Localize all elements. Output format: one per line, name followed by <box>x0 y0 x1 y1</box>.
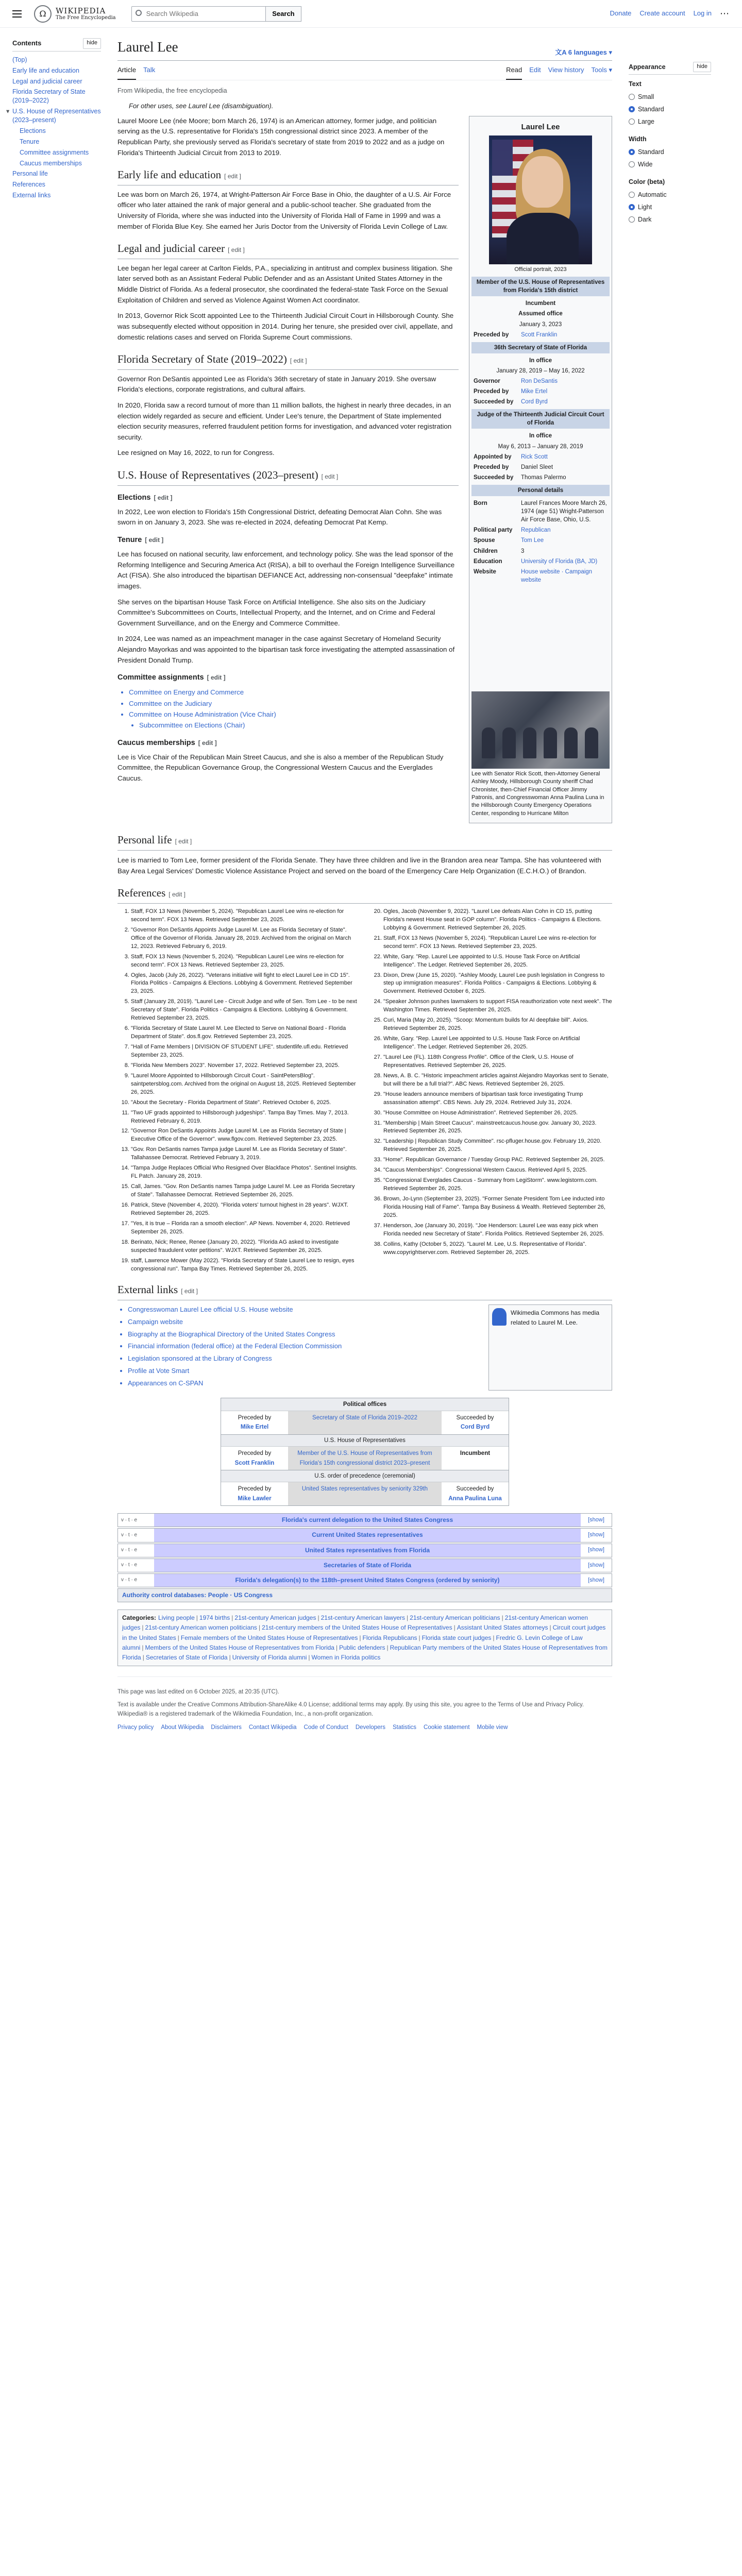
edit-link[interactable]: [ edit ] <box>224 173 241 180</box>
predecessor-link[interactable]: Scott Franklin <box>234 1460 275 1466</box>
official-portrait[interactable] <box>489 135 592 264</box>
committee-item[interactable]: • Committee on the Judiciary <box>129 698 459 709</box>
tab-edit[interactable]: Edit <box>529 66 541 74</box>
text-size-label: Text <box>629 80 642 88</box>
search-input[interactable] <box>131 6 266 22</box>
external-links-list <box>117 1304 342 1391</box>
references-list <box>117 908 612 1274</box>
category-link[interactable]: 21st-century American lawyers <box>321 1614 406 1622</box>
category-link[interactable]: Women in Florida politics <box>311 1654 381 1662</box>
succeeded-label: Succeeded by <box>456 1486 494 1493</box>
paragraph: In 2022, Lee won election to Florida's 15th Congressional District, defeating Democrat Alan Cohn. She was sworn in on January 3, 2023. She was re-elected in 2024, defeating Democrat Pat Kemp. <box>117 507 442 527</box>
reference-item[interactable]: 4. Ogles, Jacob (July 26, 2022). "Veterans initiative will fight to elect Laurel Lee in CD 15". Florida Politics - Campaigns & Elections. Lobbying & Government. Retrieved September 23, 2025. <box>131 972 360 996</box>
hatnote: For other uses, see Laurel Lee (disambiguation). <box>129 101 274 110</box>
subsection-committees: Committee assignments [ edit ] <box>117 673 226 682</box>
reference-item[interactable]: 38. Collins, Kathy (October 5, 2022). "Laurel M. Lee, U.S. Representative of Florida". www.copyrightserver.com. Retrieved September 26, 2025. <box>383 1241 612 1257</box>
external-link[interactable]: • Campaign website <box>128 1317 342 1328</box>
authority-control <box>117 1588 612 1602</box>
infobox-link[interactable]: Scott Franklin <box>521 331 558 338</box>
tab-talk[interactable]: Talk <box>143 66 156 74</box>
category-link[interactable]: Female members of the United States House of Representatives <box>180 1634 358 1641</box>
portrait-caption: Official portrait, 2023 <box>514 266 567 273</box>
category-link[interactable]: Living people <box>158 1614 195 1622</box>
tab-article[interactable]: Article <box>117 64 136 80</box>
category-link[interactable]: 21st-century American judges <box>234 1614 316 1622</box>
category-link[interactable]: Republican Party members of the United States House of Representatives from Florida <box>122 1643 608 1662</box>
lead-paragraph: Laurel Moore Lee (née Moore; born March 26, 1974) is an American attorney, former judge, and politician serving as the U.S. representative for Florida's 15th congressional district since 2023. A member of the Republican Party, she previously served as Florida's secretary of state from 2019 to 2022 and as a judge on Florida's Thirteenth Judicial Circuit from 2013 to 2019. <box>117 116 445 157</box>
infobox-key: Preceded by <box>474 464 509 470</box>
reference-item[interactable]: 36. Brown, Jo-Lynn (September 23, 2025). "Former Senate President Tom Lee inducted into Florida Housing Hall of Fame". Tampa Bay Business & Wealth. Retrieved September 26, 2025. <box>383 1195 612 1220</box>
paragraph: Lee was born on March 26, 1974, at Wright-Patterson Air Force Base in Ohio, the daughter of a U.S. Air Force officer who later attained the rank of major general and a public-school teacher. She graduated from the University of Florida, where she was inducted into the University of Florida Hall of Fame in 1999 and was a member of Florida Blue Key. She earned her Juris Doctor from the University of Florida Levin College of Law. <box>117 190 451 230</box>
category-separator: | <box>453 1624 456 1632</box>
article-text <box>117 116 459 823</box>
footer-link[interactable]: Developers <box>355 1724 386 1731</box>
reference-item[interactable]: 24. "Speaker Johnson pushes lawmakers to support FISA reauthorization vote next week". The Washington Times. Retrieved September 26, 2025. <box>383 998 612 1014</box>
reference-item[interactable]: 30. "House Committee on House Administration". Retrieved September 26, 2025. <box>383 1109 612 1117</box>
office-name[interactable]: Member of the U.S. House of Representatives from Florida's 15th congressional district 2023–present <box>288 1447 442 1470</box>
succession-head: Political offices <box>221 1398 509 1411</box>
footer-link[interactable]: Privacy policy <box>117 1724 154 1731</box>
reference-item[interactable]: 17. "Yes, it is true – Florida ran a smooth election". AP News. November 4, 2020. Retrieved September 26, 2025. <box>131 1220 360 1236</box>
toc-title: Contents <box>12 39 42 47</box>
navbox-show-button[interactable]: [show] <box>588 1577 604 1583</box>
navbox-show-button[interactable]: [show] <box>588 1547 604 1553</box>
reference-item[interactable]: 31. "Membership | Main Street Caucus". mainstreetcaucus.house.gov. January 30, 2023. Retrieved September 26, 2025. <box>383 1120 612 1136</box>
term-dates: January 28, 2019 – May 16, 2022 <box>496 367 585 374</box>
site-header <box>0 0 742 28</box>
wikipedia-logo[interactable] <box>34 5 116 23</box>
navbox <box>117 1528 612 1542</box>
section-legal-career: Legal and judicial career [ edit ] <box>117 240 459 259</box>
category-link[interactable]: Fredric G. Levin College of Law alumni <box>122 1634 583 1651</box>
radio-icon <box>629 192 635 198</box>
infobox-value: Daniel Sleet <box>521 464 553 470</box>
navbox-title[interactable]: United States representatives from Florida <box>154 1544 581 1557</box>
toc-item[interactable]: Florida Secretary of State (2019–2022) <box>12 88 86 105</box>
category-separator: | <box>231 1614 233 1622</box>
navbox-show-button[interactable]: [show] <box>588 1516 604 1523</box>
reference-item[interactable]: 13. "Gov. Ron DeSantis names Tampa judge Laurel M. Lee as Florida Secretary of State". Tallahassee Democrat. Retrieved February 3, 2019. <box>131 1146 360 1162</box>
paragraph: Lee has focused on national security, law enforcement, and technology policy. She was the lead sponsor of the Reforming Intelligence and Securing America Act (RISA), a bill to overhaul the Foreign Intelligence Surveillance Act (FISA). She also introduced the bipartisan DEFIANCE Act, addressing non-consensual "deepfake" intimate images. <box>117 550 455 590</box>
category-separator: | <box>317 1614 319 1622</box>
succession-band: U.S. House of Representatives <box>221 1434 509 1446</box>
category-separator: | <box>407 1614 409 1622</box>
toc-item[interactable]: Committee assignments <box>20 148 89 156</box>
reference-item[interactable]: 29. "House leaders announce members of bipartisan task force investigating Trump assassination attempt". CBS News. July 29, 2024. Retrieved July 31, 2024. <box>383 1091 612 1107</box>
paragraph: Governor Ron DeSantis appointed Lee as Florida's 36th secretary of state in January 2019. She oversaw Florida's elections, corporate registrations, and cultural affairs. <box>117 375 436 394</box>
languages-button[interactable]: 文A 6 languages ▾ <box>555 48 612 57</box>
infobox-key: Governor <box>474 378 500 385</box>
category-separator: | <box>196 1614 198 1622</box>
navbox <box>117 1513 612 1527</box>
table-of-contents <box>0 28 108 1748</box>
navbox-vte[interactable]: v · t · e <box>121 1547 138 1553</box>
subsection-tenure: Tenure [ edit ] <box>117 535 164 544</box>
infobox-key: Preceded by <box>474 388 509 395</box>
category-separator: | <box>142 1624 144 1632</box>
edit-link[interactable]: [ edit ] <box>290 357 307 365</box>
infobox-title: Laurel Lee <box>521 122 560 131</box>
page-title: Laurel Lee <box>117 39 178 55</box>
photo-caption: Lee with Senator Rick Scott, then-Attorney General Ashley Moody, Hillsborough County sheriff Chad Chronister, then-Chief Financial Officer Jimmy Patronis, and Congresswoman Anna Paulina Luna in the Hillsborough County Emergency Operations Center, responding to Hurricane Milton <box>471 770 604 817</box>
license-text: Text is available under the Creative Commons Attribution-ShareAlike 4.0 License; additional terms may apply. By using this site, you agree to the Terms of Use and Privacy Policy. Wikipedia® is a registered trademark of the Wikimedia Foundation, Inc., a non-profit organization. <box>117 1701 584 1717</box>
infobox-value: Thomas Palermo <box>521 474 566 481</box>
search-icon <box>136 10 142 16</box>
category-link[interactable]: 21st-century members of the United States House of Representatives <box>262 1624 452 1632</box>
footer-link[interactable]: Code of Conduct <box>303 1724 348 1731</box>
category-separator: | <box>142 1643 144 1651</box>
tab-view-history[interactable]: View history <box>548 66 584 74</box>
committee-item[interactable]: • Subcommittee on Elections (Chair) <box>139 720 459 731</box>
infobox-link[interactable]: Republican <box>521 527 551 534</box>
search-button[interactable]: Search <box>266 6 301 22</box>
infobox-link[interactable]: House website · Campaign website <box>521 568 593 583</box>
tab-tools[interactable]: Tools ▾ <box>591 66 612 74</box>
office-name[interactable]: Secretary of State of Florida 2019–2022 <box>288 1411 442 1434</box>
infobox-link[interactable]: Rick Scott <box>521 453 548 460</box>
in-office-label: In office <box>529 433 552 439</box>
succeeded-label: Succeeded by <box>456 1415 494 1421</box>
reference-item[interactable]: 26. White, Gary. "Rep. Laurel Lee appointed to U.S. House Task Force on Artificial Intelligence". The Ledger. Retrieved September 26, 2025. <box>383 1035 612 1052</box>
reference-item[interactable]: 15. Call, James. "Gov. Ron DeSantis names Tampa judge Laurel M. Lee as Florida Secretary of State". Tallahassee Democrat. Retrieved September 26, 2025. <box>131 1183 360 1199</box>
footer <box>117 1676 612 1748</box>
reference-item[interactable]: 14. "Tampa Judge Replaces Official Who Resigned Over Blackface Photos". Sentinel Insights. FL Patch. January 28, 2019. <box>131 1164 360 1181</box>
reference-item[interactable]: 18. Berinato, Nick; Renee, Renee (January 20, 2022). "Florida AG asked to investigate suspected fraudulent voter petitions". WJXT. Retrieved September 26, 2025. <box>131 1239 360 1255</box>
navbox-show-button[interactable]: [show] <box>588 1562 604 1568</box>
committee-item[interactable]: • Committee on Energy and Commerce <box>129 687 459 698</box>
radio-color-light[interactable]: Light <box>629 201 711 213</box>
preceded-label: Preceded by <box>238 1415 272 1421</box>
preceded-label: Preceded by <box>238 1486 272 1493</box>
assumed-office-label: Assumed office <box>518 311 563 317</box>
infobox-key: Succeeded by <box>474 474 514 481</box>
succession-band: U.S. order of precedence (ceremonial) <box>221 1470 509 1482</box>
color-label: Color (beta) <box>629 178 665 185</box>
reference-item[interactable]: 28. News, A. B. C. "Historic impeachment articles against Alejandro Mayorkas sent to Senate, but will there be a full trial?". ABC News. Retrieved September 26, 2025. <box>383 1072 612 1089</box>
paragraph: Lee began her legal career at Carlton Fields, P.A., specializing in antitrust and complex business litigation. She later served both as an Assistant Federal Public Defender and as an Assistant United States Attorney in the Middle District of Florida. As a federal prosecutor, she coordinated the federal-state Task Force on the Sexual Exploitation of Children and served as Violence Against Women Act coordinator. <box>117 264 453 304</box>
navbox-vte[interactable]: v · t · e <box>121 1517 138 1523</box>
in-office-label: In office <box>529 357 552 364</box>
external-link[interactable]: • Biography at the Biographical Directory of the United States Congress <box>128 1329 342 1340</box>
incumbent-label: Incumbent <box>525 300 556 307</box>
infobox <box>469 116 612 823</box>
reference-item[interactable]: 7. "Hall of Fame Members | DIVISION OF STUDENT LIFE". studentlife.ufl.edu. Retrieved September 23, 2025. <box>131 1043 360 1060</box>
commons-text[interactable]: Wikimedia Commons has media related to Laurel M. Lee. <box>511 1309 600 1327</box>
footer-link[interactable]: About Wikipedia <box>161 1724 204 1731</box>
category-link[interactable]: 21st-century American women politicians <box>145 1624 257 1632</box>
category-separator: | <box>335 1643 338 1651</box>
preceded-label: Preceded by <box>238 1450 272 1457</box>
toc-item[interactable]: Early life and education <box>12 66 79 74</box>
footer-link[interactable]: Mobile view <box>477 1724 508 1731</box>
office-name[interactable]: United States representatives by seniority 329th <box>288 1482 442 1505</box>
infobox-link[interactable]: Cord Byrd <box>521 399 548 405</box>
category-separator: | <box>386 1643 389 1651</box>
commons-logo-icon <box>492 1308 507 1326</box>
reference-item[interactable]: 37. Henderson, Joe (January 30, 2019). "Joe Henderson: Laurel Lee was easy pick when Florida needed new Secretary of State". Florida Politics. Retrieved September 26, 2025. <box>383 1222 612 1239</box>
edit-link[interactable]: [ edit ] <box>321 472 339 480</box>
footer-link[interactable]: Contact Wikipedia <box>248 1724 297 1731</box>
edit-link[interactable]: [ edit ] <box>175 838 192 845</box>
external-link[interactable]: • Profile at Vote Smart <box>128 1366 342 1377</box>
category-separator: | <box>549 1624 551 1632</box>
categories-label: Categories: <box>122 1614 157 1622</box>
radio-width-wide[interactable]: Wide <box>629 158 711 171</box>
donate-link[interactable]: Donate <box>610 9 632 18</box>
successor-link[interactable]: Cord Byrd <box>460 1424 490 1431</box>
assumed-office-date: January 3, 2023 <box>519 321 562 328</box>
reference-item[interactable]: 19. staff, Lawrence Mower (May 2022). "Florida Secretary of State Laurel Lee to resign, eyes congressional run". Tampa Bay Times. Retrieved September 26, 2025. <box>131 1257 360 1274</box>
reference-item[interactable]: 9. "Laurel Moore Appointed to Hillsborough Circuit Court - SaintPetersBlog". saintpetersblog.com. Archived from the original on August 18, 2025. Retrieved September 26, 2025. <box>131 1072 360 1097</box>
navbox-show-button[interactable]: [show] <box>588 1532 604 1538</box>
reference-item[interactable]: 25. Curi, Maria (May 20, 2025). "Scoop: Momentum builds for AI deepfake bill". Axios. Retrieved September 26, 2025. <box>383 1016 612 1033</box>
category-link[interactable]: Secretaries of State of Florida <box>145 1654 228 1662</box>
infobox-key: Succeeded by <box>474 399 514 405</box>
infobox-link[interactable]: Ron DeSantis <box>521 378 558 385</box>
appearance-panel <box>623 28 721 1748</box>
edit-link[interactable]: [ edit ] <box>228 246 245 254</box>
infobox-key: Website <box>474 568 496 575</box>
category-link[interactable]: Members of the United States House of Representatives from Florida <box>145 1643 334 1651</box>
search-form <box>131 6 301 22</box>
from-wikipedia: From Wikipedia, the free encyclopedia <box>117 87 227 94</box>
category-separator: | <box>177 1634 179 1641</box>
radio-color-automatic[interactable]: Automatic <box>629 189 711 201</box>
external-link[interactable]: • Appearances on C-SPAN <box>128 1378 342 1389</box>
radio-color-dark[interactable]: Dark <box>629 213 711 226</box>
reference-item[interactable]: 22. White, Gary. "Rep. Laurel Lee appointed to U.S. House Task Force on Artificial Intelligence". The Ledger. Retrieved September 26, 2025. <box>383 953 612 970</box>
navbox <box>117 1544 612 1557</box>
category-separator: | <box>258 1624 261 1632</box>
incumbent-label: Incumbent <box>460 1450 491 1457</box>
infobox-key: Education <box>474 558 502 565</box>
radio-icon <box>629 161 635 167</box>
category-link[interactable]: Public defenders <box>339 1643 385 1651</box>
reference-item[interactable]: 11. "Two UF grads appointed to Hillsborough judgeships". Tampa Bay Times. May 7, 2013. Retrieved February 6, 2019. <box>131 1109 360 1126</box>
edit-link[interactable]: [ edit ] <box>207 674 226 682</box>
navbox-title[interactable]: Secretaries of State of Florida <box>154 1559 581 1572</box>
predecessor-link[interactable]: Mike Ertel <box>240 1424 269 1431</box>
radio-icon <box>629 106 635 112</box>
toc-hide-button[interactable]: hide <box>83 38 101 49</box>
navbox <box>117 1558 612 1572</box>
toc-item[interactable]: External links <box>12 192 51 199</box>
reference-item[interactable]: 1. Staff, FOX 13 News (November 5, 2024). "Republican Laurel Lee wins re-election for second term". FOX 13 News. Retrieved September 23, 2025. <box>131 908 360 924</box>
category-separator: | <box>308 1654 310 1662</box>
infobox-value: 3 <box>521 548 525 554</box>
reference-item[interactable]: 5. Staff (January 28, 2019). "Laurel Lee - Circuit Judge and wife of Sen. Tom Lee - to be next Secretary of State". Florida Politics - Campaigns & Elections. Lobbying & Government. Retrieved September 23, 2025. <box>131 998 360 1023</box>
category-link[interactable]: Circuit court judges in the United States <box>122 1624 606 1641</box>
category-separator: | <box>501 1614 503 1622</box>
toc-item[interactable]: Tenure <box>20 138 40 145</box>
reference-item[interactable]: 33. "Home". Republican Governance / Tuesday Group PAC. Retrieved September 26, 2025. <box>383 1156 612 1164</box>
paragraph: In 2013, Governor Rick Scott appointed Lee to the Thirteenth Judicial Circuit Court in Hillsborough County. She was subsequently elected without opposition in 2014. During her tenure, she presided over civil, appellate, and domestic relations cases and served on Florida Supreme Court commissions. <box>117 312 454 341</box>
login-link[interactable]: Log in <box>693 9 712 18</box>
radio-width-standard[interactable]: Standard <box>629 146 711 158</box>
infobox-key: Preceded by <box>474 331 509 338</box>
reference-item[interactable]: 12. "Governor Ron DeSantis Appoints Judge Laurel M. Lee as Florida Secretary of State | Executive Office of the Governor". www.flgov.com. Retrieved September 23, 2025. <box>131 1127 360 1144</box>
navbox-title[interactable]: Florida's current delegation to the United States Congress <box>154 1514 581 1527</box>
section-references: References [ edit ] <box>117 885 612 904</box>
infobox-link[interactable]: University of Florida (BA, JD) <box>521 558 598 565</box>
paragraph: Lee is married to Tom Lee, former president of the Florida Senate. They have three children and live in the Brandon area near Tampa. She has volunteered with Bay Area Legal Services' Domestic Violence Assistance Project and served on the board of the Emergency Care Help Organization (E.C.H.O.) of Brandon. <box>117 856 601 875</box>
toc-item[interactable]: References <box>12 181 45 189</box>
radio-icon <box>629 118 635 125</box>
footer-link[interactable]: Cookie statement <box>424 1724 470 1731</box>
navbox-title[interactable]: Current United States representatives <box>154 1529 581 1541</box>
radio-small[interactable]: Small <box>629 91 711 103</box>
subsection-elections: Elections [ edit ] <box>117 493 173 502</box>
navbox-title[interactable]: Florida's delegation(s) to the 118th–present United States Congress (ordered by seniority) <box>154 1574 581 1587</box>
width-label: Width <box>629 135 647 143</box>
radio-icon <box>629 204 635 210</box>
section-personal-life: Personal life [ edit ] <box>117 832 612 851</box>
external-link[interactable]: • Financial information (federal office) at the Federal Election Commission <box>128 1341 342 1352</box>
globe-icon: Ω <box>34 5 52 23</box>
successor-link[interactable]: Anna Paulina Luna <box>448 1495 502 1502</box>
hurricane-milton-photo[interactable] <box>471 691 610 769</box>
navbox <box>117 1573 612 1587</box>
reference-item[interactable]: 34. "Caucus Memberships". Congressional Western Caucus. Retrieved April 5, 2025. <box>383 1166 612 1175</box>
paragraph: Lee is Vice Chair of the Republican Main Street Caucus, and she is also a member of the Republican Study Committee, the Republican Governance Group, the Congressional Western Caucus and the Everglades Caucus. <box>117 753 444 782</box>
reference-item[interactable]: 23. Dixon, Drew (June 15, 2020). "Ashley Moody, Laurel Lee push legislation in Congress to step up immigration measures". Florida Politics - Campaigns & Elections. Lobbying & Government. Retrieved October 6, 2025. <box>383 972 612 996</box>
category-link[interactable]: 1974 births <box>199 1614 230 1622</box>
commons-box <box>488 1304 612 1391</box>
wordmark: WIKIPEDIA <box>56 6 106 15</box>
article-main <box>108 28 623 1748</box>
category-link[interactable]: 21st-century American politicians <box>410 1614 500 1622</box>
office-band[interactable]: 36th Secretary of State of Florida <box>471 342 610 353</box>
external-link[interactable]: • Congresswoman Laurel Lee official U.S. House website <box>128 1304 342 1315</box>
radio-large[interactable]: Large <box>629 115 711 128</box>
tab-read[interactable]: Read <box>506 64 522 80</box>
section-early-life: Early life and education [ edit ] <box>117 166 459 185</box>
category-link[interactable]: Assistant United States attorneys <box>457 1624 548 1632</box>
appearance-hide-button[interactable]: hide <box>693 62 711 72</box>
subsection-caucus: Caucus memberships [ edit ] <box>117 738 217 747</box>
category-separator: | <box>418 1634 420 1641</box>
category-link[interactable]: Florida Republicans <box>362 1634 417 1641</box>
infobox-key: Appointed by <box>474 453 512 460</box>
infobox-key: Spouse <box>474 537 495 544</box>
reference-item[interactable]: 32. "Leadership | Republican Study Committee". rsc-pfluger.house.gov. February 19, 2020. Retrieved September 26, 2025. <box>383 1138 612 1154</box>
infobox-key: Born <box>474 500 487 507</box>
edit-link[interactable]: [ edit ] <box>154 494 173 501</box>
create-account-link[interactable]: Create account <box>639 9 685 18</box>
external-link[interactable]: • Legislation sponsored at the Library of Congress <box>128 1353 342 1364</box>
succession-box <box>221 1398 509 1506</box>
reference-item[interactable]: 10. "About the Secretary - Florida Department of State". Retrieved October 6, 2025. <box>131 1099 360 1107</box>
navbox-vte[interactable]: v · t · e <box>121 1532 138 1538</box>
reference-item[interactable]: 2. "Governor Ron DeSantis Appoints Judge Laurel M. Lee as Florida Secretary of State". Office of the Governor of Florida. January 28, 2019. Archived from the original on March 12, 2023. Retrieved February 6, 2019. <box>131 926 360 951</box>
section-external-links: External links [ edit ] <box>117 1281 612 1300</box>
section-house: U.S. House of Representatives (2023–present) [ edit ] <box>117 467 459 486</box>
more-options-icon[interactable]: ⋯ <box>720 8 730 19</box>
infobox-link[interactable]: Tom Lee <box>521 537 544 544</box>
section-secretary-of-state: Florida Secretary of State (2019–2022) [ edit ] <box>117 351 459 370</box>
paragraph: Lee resigned on May 16, 2022, to run for Congress. <box>117 449 275 457</box>
toc-item[interactable]: Caucus memberships <box>20 159 82 167</box>
user-links <box>610 6 730 21</box>
radio-icon <box>629 216 635 223</box>
toc-item[interactable]: ▾ U.S. House of Representatives (2023–present) <box>12 106 101 126</box>
reference-item[interactable]: 6. "Florida Secretary of State Laurel M. Lee Elected to Serve on National Board - Florida Department of State". dos.fl.gov. Retrieved September 23, 2025. <box>131 1025 360 1041</box>
reference-item[interactable]: 27. "Laurel Lee (FL). 118th Congress Profile". Office of the Clerk, U.S. House of Representatives. Retrieved September 26, 2025. <box>383 1054 612 1070</box>
category-link[interactable]: Florida state court judges <box>421 1634 492 1641</box>
personal-details-band: Personal details <box>471 485 610 496</box>
radio-icon <box>629 149 635 155</box>
reference-item[interactable]: 20. Ogles, Jacob (November 9, 2022). "Laurel Lee defeats Alan Cohn in CD 15, putting Florida's newest House seat in GOP column". Florida Politics - Campaigns & Elections. Lobbying & Government. Retrieved September 26, 2025. <box>383 908 612 933</box>
edit-link[interactable]: [ edit ] <box>181 1287 198 1295</box>
reference-item[interactable]: 3. Staff, FOX 13 News (November 5, 2024). "Republican Laurel Lee wins re-election for second term". FOX 13 News. Retrieved September 23, 2025. <box>131 953 360 970</box>
footer-link[interactable]: Disclaimers <box>211 1724 242 1731</box>
navbox-vte[interactable]: v · t · e <box>121 1577 138 1583</box>
edit-link[interactable]: [ edit ] <box>168 891 185 899</box>
reference-item[interactable]: 8. "Florida New Members 2023". November 17, 2022. Retrieved September 23, 2025. <box>131 1062 360 1070</box>
reference-item[interactable]: 21. Staff, FOX 13 News (November 5, 2024). "Republican Laurel Lee wins re-election for second term". FOX 13 News. Retrieved September 23, 2025. <box>383 935 612 951</box>
infobox-key: Political party <box>474 527 513 534</box>
appearance-title: Appearance <box>629 63 666 71</box>
main-menu-icon[interactable] <box>12 7 27 21</box>
term-dates: May 6, 2013 – January 28, 2019 <box>498 443 583 450</box>
toc-item[interactable]: Personal life <box>12 170 48 178</box>
edit-link[interactable]: [ edit ] <box>145 536 164 544</box>
tagline: The Free Encyclopedia <box>56 15 116 21</box>
paragraph: In 2024, Lee was named as an impeachment manager in the case against Secretary of Homeland Security Alejandro Mayorkas and was appointed to the bipartisan task force investigating the attempted assassination of President Donald Trump. <box>117 635 455 664</box>
footer-link[interactable]: Statistics <box>393 1724 417 1731</box>
category-separator: | <box>142 1654 144 1662</box>
category-separator: | <box>493 1634 495 1641</box>
infobox-link[interactable]: Mike Ertel <box>521 388 548 395</box>
navbox-vte[interactable]: v · t · e <box>121 1562 138 1568</box>
category-link[interactable]: 21st-century American women judges <box>122 1614 588 1632</box>
predecessor-link[interactable]: Mike Lawler <box>238 1495 272 1502</box>
last-edited: This page was last edited on 6 October 2025, at 20:35 (UTC). <box>117 1689 279 1696</box>
authority-control-text[interactable]: Authority control databases: People · US Congress <box>118 1589 612 1602</box>
toc-item[interactable]: (Top) <box>12 56 27 63</box>
radio-standard[interactable]: Standard <box>629 103 711 115</box>
page-tabs <box>117 64 612 80</box>
reference-item[interactable]: 16. Patrick, Steve (November 4, 2020). "Florida voters' turnout highest in 28 years". WJXT. Retrieved September 26, 2025. <box>131 1201 360 1218</box>
category-link[interactable]: University of Florida alumni <box>232 1654 307 1662</box>
navboxes <box>117 1513 612 1587</box>
paragraph: In 2020, Florida saw a record turnout of more than 11 million ballots, the highest in nearly three decades, in an election widely regarded as secure and efficient. Under Lee's tenure, the Department of State implemented election security measures, referred fraudulent petition forms for investigation, and advanced voter registration security. <box>117 401 452 441</box>
toc-item[interactable]: Legal and judicial career <box>12 77 82 85</box>
paragraph: She serves on the bipartisan House Task Force on Artificial Intelligence. She also sits on the Judiciary Committee's Subcommittees on Courts, Intellectual Property, and the Internet, and on Crime and Federal Government Surveillance, and on the Energy and Commerce Committee. <box>117 598 435 627</box>
committee-item[interactable]: • Committee on House Administration (Vice Chair) <box>129 709 459 720</box>
toc-item[interactable]: Elections <box>20 127 46 134</box>
office-band[interactable]: Judge of the Thirteenth Judicial Circuit Court of Florida <box>471 409 610 429</box>
categories <box>117 1609 612 1666</box>
reference-item[interactable]: 35. "Congressional Everglades Caucus - Summary from LegiStorm". www.legistorm.com. Retrieved September 26, 2025. <box>383 1177 612 1193</box>
radio-icon <box>629 94 635 100</box>
category-separator: | <box>359 1634 361 1641</box>
office-band[interactable]: Member of the U.S. House of Representatives from Florida's 15th district <box>471 277 610 296</box>
category-separator: | <box>229 1654 231 1662</box>
edit-link[interactable]: [ edit ] <box>198 739 217 747</box>
infobox-value: Laurel Frances Moore March 26, 1974 (age 51) Wright-Patterson Air Force Base, Ohio, U.S. <box>521 500 607 523</box>
infobox-key: Children <box>474 548 498 554</box>
